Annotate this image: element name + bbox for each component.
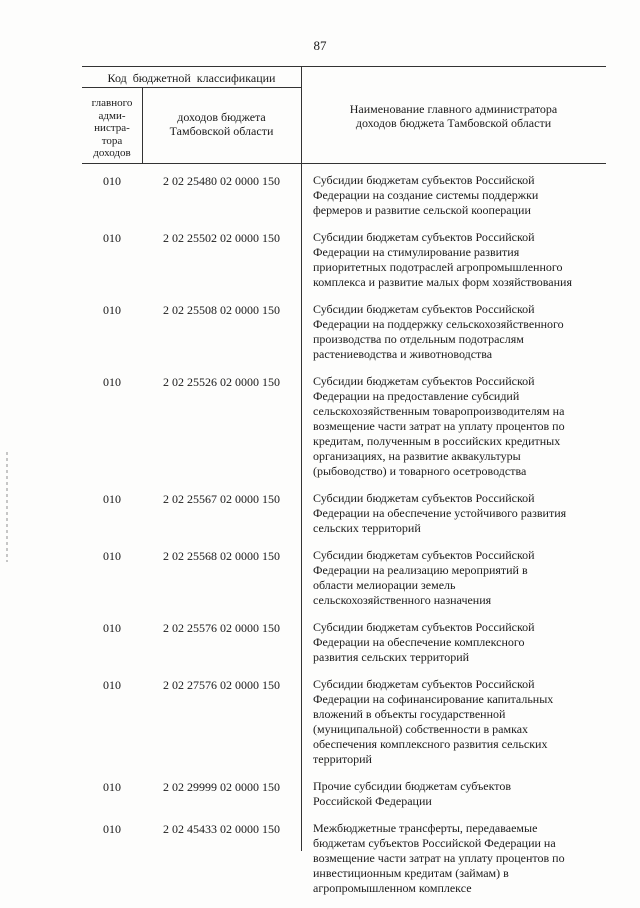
income-code: 2 02 27576 02 0000 150 — [163, 678, 280, 692]
admin-code: 010 — [103, 375, 121, 389]
income-name: Межбюджетные трансферты, передаваемые бюджетам субъектов Российской Федерации на возмещение части затрат на уплату процентов по инвестиционным кредитам (займам) в агропромышленном комплексе — [313, 821, 565, 895]
table-row — [82, 374, 606, 479]
admin-code: 010 — [103, 621, 121, 635]
admin-code: 010 — [103, 549, 121, 563]
admin-code: 010 — [103, 822, 121, 836]
income-name: Субсидии бюджетам субъектов Российской Федерации на обеспечение устойчивого развития сельских территорий — [313, 491, 567, 535]
income-name: Субсидии бюджетам субъектов Российской Федерации на стимулирование развития приоритетных подотраслей агропромышленного комплекса и развитие малых форм хозяйствования — [313, 230, 572, 289]
income-code: 2 02 29999 02 0000 150 — [163, 780, 280, 794]
table-row — [82, 821, 606, 896]
header-name-column: Наименование главного администратора доходов бюджета Тамбовской области — [349, 102, 558, 130]
income-code: 2 02 25576 02 0000 150 — [163, 621, 280, 635]
income-code: 2 02 25568 02 0000 150 — [163, 549, 280, 563]
table-row — [82, 677, 606, 767]
admin-code: 010 — [103, 303, 121, 317]
income-name: Субсидии бюджетам субъектов Российской Федерации на поддержку сельскохозяйственного производства по отдельным подотраслям растениеводства и животноводства — [313, 302, 564, 361]
header-code-group: Код бюджетной классификации — [107, 71, 276, 85]
income-code: 2 02 25508 02 0000 150 — [163, 303, 280, 317]
income-code: 2 02 45433 02 0000 150 — [163, 822, 280, 836]
income-name: Субсидии бюджетам субъектов Российской Федерации на создание системы поддержки фермеров и развитие сельской кооперации — [313, 173, 539, 217]
table-row — [82, 491, 606, 536]
header-divider — [82, 87, 301, 88]
page-number: 87 — [313, 38, 327, 53]
budget-table — [82, 66, 606, 895]
header-income-column: доходов бюджета Тамбовской области — [169, 110, 274, 138]
table-row — [82, 173, 606, 218]
table-header — [82, 66, 606, 164]
admin-code: 010 — [103, 174, 121, 188]
table-row — [82, 548, 606, 608]
table-row — [82, 230, 606, 290]
table-row — [82, 302, 606, 362]
table-body — [82, 173, 606, 908]
table-row — [82, 779, 606, 809]
income-name: Субсидии бюджетам субъектов Российской Федерации на реализацию мероприятий в области мелиорации земель сельскохозяйственного назначения — [313, 548, 535, 607]
margin-scan-mark — [6, 452, 8, 562]
header-admin-column: главного адми- нистра- тора доходов — [91, 97, 133, 159]
admin-code: 010 — [103, 780, 121, 794]
table-row — [82, 620, 606, 665]
income-code: 2 02 25567 02 0000 150 — [163, 492, 280, 506]
income-name: Прочие субсидии бюджетам субъектов Российской Федерации — [313, 779, 512, 808]
income-name: Субсидии бюджетам субъектов Российской Федерации на обеспечение комплексного развития сельских территорий — [313, 620, 535, 664]
admin-code: 010 — [103, 678, 121, 692]
income-name: Субсидии бюджетам субъектов Российской Федерации на софинансирование капитальных вложений в объекты государственной (муниципальной) собственности в рамках обеспечения комплексного развития сельских территорий — [313, 677, 554, 766]
income-code: 2 02 25502 02 0000 150 — [163, 231, 280, 245]
income-code: 2 02 25526 02 0000 150 — [163, 375, 280, 389]
income-name: Субсидии бюджетам субъектов Российской Федерации на предоставление субсидий сельскохозяйственным товаропроизводителям на возмещение части затрат на уплату процентов по кредитам, полученным в российских кредитных организациях, на развитие аквакультуры (рыбоводство) и товарного осетроводства — [313, 374, 565, 478]
admin-code: 010 — [103, 231, 121, 245]
income-code: 2 02 25480 02 0000 150 — [163, 174, 280, 188]
admin-code: 010 — [103, 492, 121, 506]
